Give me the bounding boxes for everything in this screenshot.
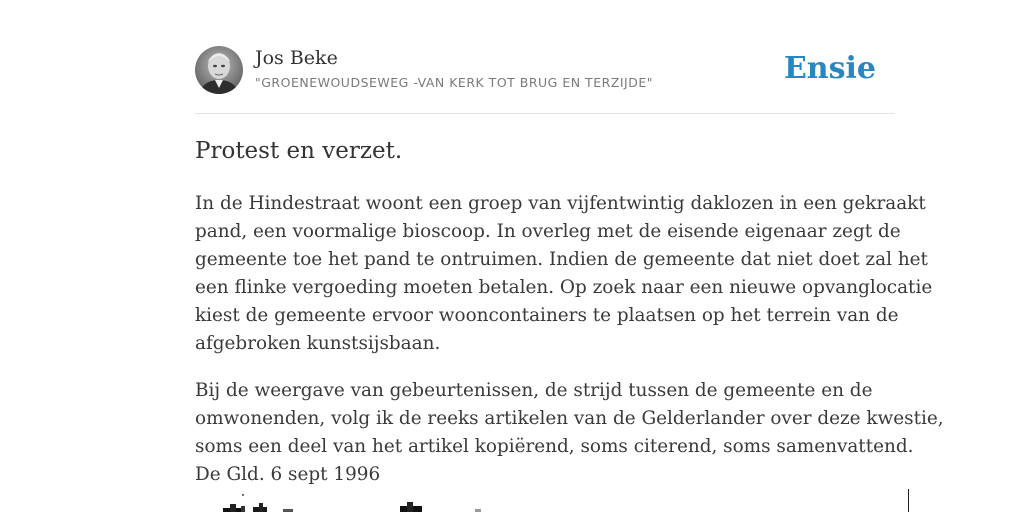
paragraph-line: gemeente toe het pand te ontruimen. Indien de gemeente dat niet doet zal het bbox=[195, 249, 928, 270]
author-name[interactable]: Jos Beke bbox=[255, 47, 338, 69]
paragraph-line: afgebroken kunstsijsbaan. bbox=[195, 333, 441, 354]
paragraph-line: een flinke vergoeding moeten betalen. Op zoek naar een nieuwe opvanglocatie bbox=[195, 277, 933, 298]
article-header bbox=[195, 46, 895, 96]
author-avatar[interactable] bbox=[195, 46, 243, 94]
paragraph-line: omwonenden, volg ik de reeks artikelen van de Gelderlander over deze kwestie, bbox=[195, 408, 944, 429]
paragraph-line: pand, een voormalige bioscoop. In overleg met de eisende eigenaar zegt de bbox=[195, 221, 901, 242]
header-divider bbox=[195, 113, 895, 114]
paragraph-line: kiest de gemeente ervoor wooncontainers te plaatsen op het terrein van de bbox=[195, 305, 899, 326]
ensie-logo[interactable]: Ensie bbox=[783, 51, 876, 86]
newspaper-clipping-image bbox=[195, 490, 495, 512]
paragraph-line: Bij de weergave van gebeurtenissen, de strijd tussen de gemeente en de bbox=[195, 380, 873, 401]
article-paragraph-2 bbox=[195, 377, 944, 489]
article-title: Protest en verzet. bbox=[195, 138, 403, 164]
paragraph-line: De Gld. 6 sept 1996 bbox=[195, 464, 381, 485]
author-subtitle: "GROENEWOUDSEWEG -VAN KERK TOT BRUG EN TERZIJDE" bbox=[255, 75, 653, 90]
text-cursor bbox=[908, 489, 909, 512]
paragraph-line: In de Hindestraat woont een groep van vijfentwintig daklozen in een gekraakt bbox=[195, 193, 926, 214]
article-paragraph-1 bbox=[195, 190, 933, 358]
author-portrait-icon bbox=[195, 46, 243, 94]
paragraph-line: soms een deel van het artikel kopiërend, soms citerend, soms samenvattend. bbox=[195, 436, 914, 457]
